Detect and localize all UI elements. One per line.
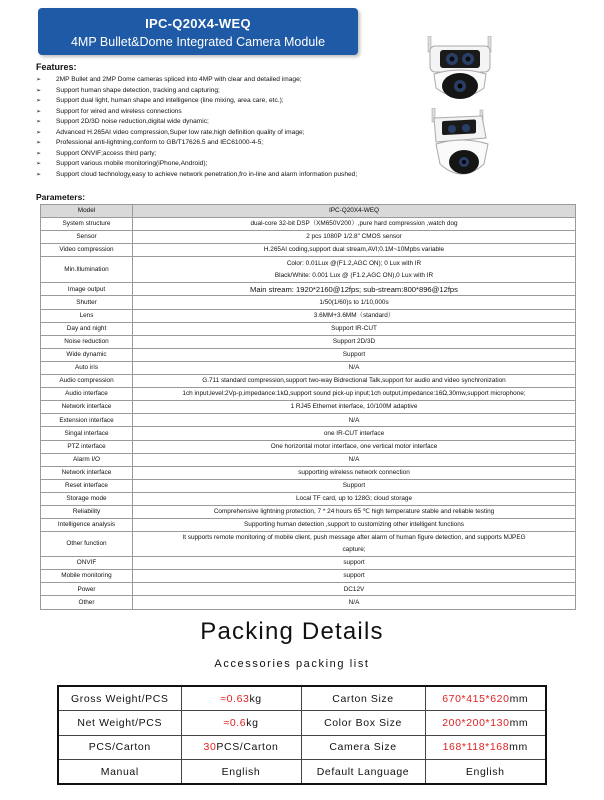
feature-item: ➢ 2MP Bullet and 2MP Dome cameras spliced into 4MP with clear and detailed image; xyxy=(36,75,456,86)
param-value: N/A xyxy=(133,414,576,427)
model-title: IPC-Q20X4-WEQ xyxy=(145,16,251,31)
param-value: 3.6MM+3.6MM（standard） xyxy=(133,309,576,322)
table-row xyxy=(41,427,576,440)
table-row xyxy=(41,596,576,609)
packing-title: Packing Details xyxy=(200,618,384,645)
table-row xyxy=(41,361,576,374)
param-key: ONVIF xyxy=(41,557,133,570)
gross-weight-value: ≈0.63kg xyxy=(181,686,301,711)
param-value: IPC-Q20X4-WEQ xyxy=(133,205,576,218)
param-key: Sensor xyxy=(41,231,133,244)
param-value: DC12V xyxy=(133,583,576,596)
param-value: Support 2D/3D xyxy=(133,335,576,348)
param-value: N/A xyxy=(133,453,576,466)
param-key: Reset interface xyxy=(41,479,133,492)
param-value xyxy=(133,257,576,283)
camera-front-image xyxy=(420,36,500,106)
table-row xyxy=(41,453,576,466)
table-row xyxy=(41,532,576,557)
param-key: Mobile monitoring xyxy=(41,570,133,583)
param-value xyxy=(133,532,576,557)
param-key: Power xyxy=(41,583,133,596)
param-value: support xyxy=(133,570,576,583)
other-function-line: It supports remote monitoring of mobile client, push message after alarm of human figure detection, and supports MJPEG xyxy=(182,534,526,542)
table-row xyxy=(41,335,576,348)
table-row xyxy=(41,583,576,596)
table-row xyxy=(41,322,576,335)
feature-item: ➢ Professional anti-lightning,conform to GB/T17626.5 and IEC61000-4-5; xyxy=(36,138,456,149)
other-function-line: capture; xyxy=(342,546,366,554)
param-value: H.265AI coding,support dual stream,AVI;0.1M~10Mpbs variable xyxy=(133,244,576,257)
feature-item: ➢ Support 2D/3D noise reduction,digital wide dynamic; xyxy=(36,117,456,128)
param-key: Video compression xyxy=(41,244,133,257)
param-key: Model xyxy=(41,205,133,218)
feature-item: ➢ Support various mobile monitoring(iPhone,Android); xyxy=(36,159,456,170)
param-value: G.711 standard compression,support two-way Bidrectional Talk,support for audio and video synchronization xyxy=(133,375,576,388)
table-row xyxy=(58,686,546,711)
table-row xyxy=(41,257,576,283)
param-key: Image output xyxy=(41,283,133,296)
param-key: Day and night xyxy=(41,322,133,335)
table-row xyxy=(41,505,576,518)
table-row xyxy=(41,309,576,322)
camera-size-value: 168*118*168mm xyxy=(425,735,546,760)
table-row xyxy=(41,557,576,570)
carton-size-value: 670*415*620mm xyxy=(425,686,546,711)
parameters-table xyxy=(40,204,576,610)
param-key: Reliability xyxy=(41,505,133,518)
carton-size-label: Carton Size xyxy=(301,686,425,711)
gross-weight-label: Gross Weight/PCS xyxy=(58,686,181,711)
param-value: Support IR-CUT xyxy=(133,322,576,335)
param-value: Comprehensive lightning protection, 7 * 24 hours 65 ℃ high temperature stable and reliable testing xyxy=(133,505,576,518)
param-key: System structure xyxy=(41,218,133,231)
feature-item: ➢ Support cloud technology,easy to achieve network penetration,fro in-line and alarm information pushed; xyxy=(36,170,456,181)
table-row xyxy=(58,735,546,760)
table-row xyxy=(58,711,546,736)
feature-item: ➢ Support dual light, human shape and intelligence (line mixing, area care, etc.); xyxy=(36,96,456,107)
param-value: N/A xyxy=(133,361,576,374)
param-key: Audio interface xyxy=(41,388,133,401)
features-list xyxy=(36,75,456,180)
param-key: Intelligence analysis xyxy=(41,519,133,532)
illumination-color-line: Color: 0.01Lux @(F1.2,AGC ON); 0 Lux with IR xyxy=(286,259,422,267)
param-key: Extension interface xyxy=(41,414,133,427)
table-row xyxy=(41,401,576,414)
param-key: Wide dynamic xyxy=(41,348,133,361)
param-key: Network interface xyxy=(41,466,133,479)
net-weight-value: ≈0.6kg xyxy=(181,711,301,736)
param-key: Other xyxy=(41,596,133,609)
camera-angle-image xyxy=(426,108,496,186)
table-row xyxy=(41,244,576,257)
param-value: 1ch input,level:2Vp-p,impedance:1kΩ,support sound pick-up input;1ch output,impedance:16Ω,30mw,support microphone; xyxy=(133,388,576,401)
param-key: Alarm I/O xyxy=(41,453,133,466)
manual-value: English xyxy=(181,760,301,785)
param-value: Support xyxy=(133,479,576,492)
param-key: Noise reduction xyxy=(41,335,133,348)
param-key: Auto iris xyxy=(41,361,133,374)
color-box-size-label: Color Box Size xyxy=(301,711,425,736)
feature-item: ➢ Support for wired and wireless connections xyxy=(36,107,456,118)
table-row xyxy=(58,760,546,785)
features-heading: Features: xyxy=(36,62,77,72)
param-value: Support xyxy=(133,348,576,361)
model-subtitle: 4MP Bullet&Dome Integrated Camera Module xyxy=(70,35,326,49)
table-row xyxy=(41,205,576,218)
feature-item: ➢ Advanced H.265AI video compression,Super low rate,high definition quality of image; xyxy=(36,128,456,139)
param-key: Network interface xyxy=(41,401,133,414)
packing-subtitle: Accessories packing list xyxy=(214,658,370,670)
param-value: Local TF card, up to 128G; cloud storage xyxy=(133,492,576,505)
table-row xyxy=(41,375,576,388)
param-key: Singal interface xyxy=(41,427,133,440)
color-box-size-value: 200*200*130mm xyxy=(425,711,546,736)
param-key: Shutter xyxy=(41,296,133,309)
packing-table xyxy=(57,685,547,785)
param-key: Storage mode xyxy=(41,492,133,505)
parameters-heading: Parameters: xyxy=(36,192,86,202)
table-row xyxy=(41,414,576,427)
header-banner xyxy=(38,8,358,55)
param-value: dual-core 32-bit DSP（XM650V200）,pure hard compression ,watch dog xyxy=(133,218,576,231)
param-key: Other function xyxy=(41,532,133,557)
table-row xyxy=(41,570,576,583)
table-row xyxy=(41,519,576,532)
param-value: supporting wireless network connection xyxy=(133,466,576,479)
manual-label: Manual xyxy=(58,760,181,785)
feature-item: ➢ Support ONVIF;access third party; xyxy=(36,149,456,160)
pcs-carton-value: 30PCS/Carton xyxy=(181,735,301,760)
param-key: PTZ interface xyxy=(41,440,133,453)
param-value: Supporting human detection ,support to customizing other intelligent functions xyxy=(133,519,576,532)
table-row xyxy=(41,218,576,231)
param-key: Min.Illumination xyxy=(41,257,133,283)
table-row xyxy=(41,492,576,505)
camera-size-label: Camera Size xyxy=(301,735,425,760)
param-value: Main stream: 1920*2160@12fps; sub-stream:800*896@12fps xyxy=(133,283,576,296)
table-row xyxy=(41,296,576,309)
pcs-carton-label: PCS/Carton xyxy=(58,735,181,760)
table-row xyxy=(41,440,576,453)
table-row xyxy=(41,479,576,492)
param-value: 1 RJ45 Ethernet interface, 10/100M adaptive xyxy=(133,401,576,414)
table-row xyxy=(41,231,576,244)
default-language-value: English xyxy=(425,760,546,785)
param-value: 1/50(1/60)s to 1/10,000s xyxy=(133,296,576,309)
feature-item: ➢ Support human shape detection, tracking and capturing; xyxy=(36,86,456,97)
param-value: N/A xyxy=(133,596,576,609)
param-value: one IR-CUT interface xyxy=(133,427,576,440)
illumination-bw-line: Black/White: 0.001 Lux @ (F1.2,AGC ON),0 Lux with IR xyxy=(274,271,434,279)
param-key: Audio compression xyxy=(41,375,133,388)
table-row xyxy=(41,283,576,296)
param-value: 2 pcs 1080P 1/2.8" CMOS sensor xyxy=(133,231,576,244)
net-weight-label: Net Weight/PCS xyxy=(58,711,181,736)
table-row xyxy=(41,466,576,479)
default-language-label: Default Language xyxy=(301,760,425,785)
param-key: Lens xyxy=(41,309,133,322)
table-row xyxy=(41,348,576,361)
table-row xyxy=(41,388,576,401)
param-value: support xyxy=(133,557,576,570)
param-value: One horizontal motor interface, one vertical motor interface xyxy=(133,440,576,453)
